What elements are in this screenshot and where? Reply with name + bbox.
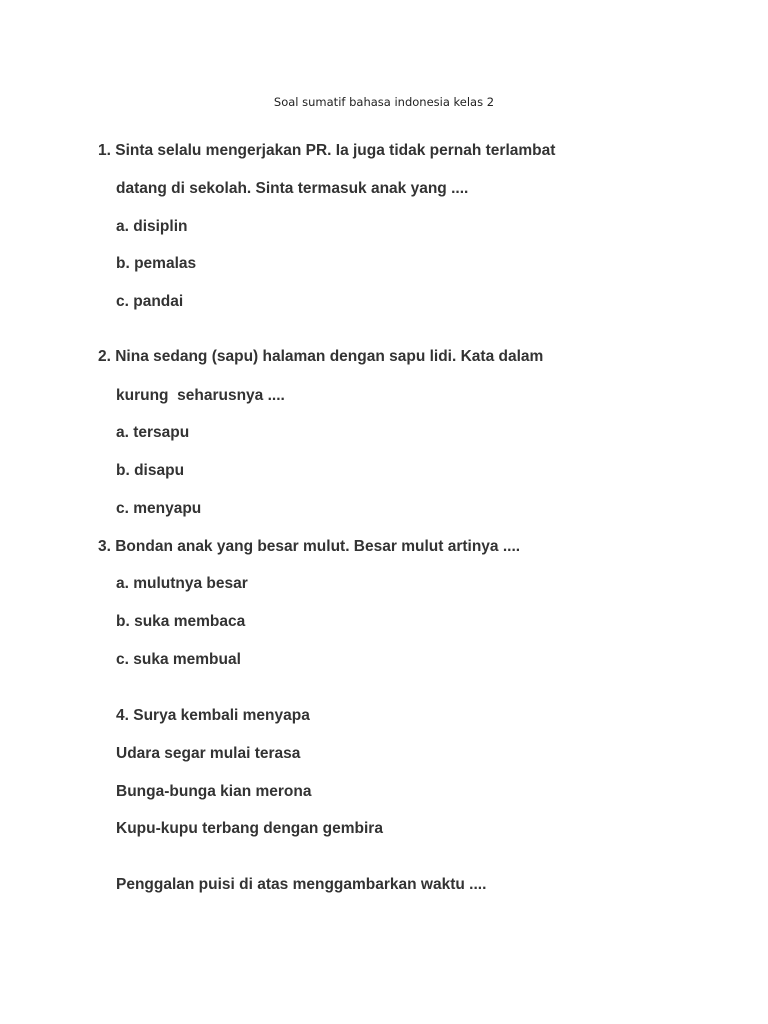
question-1-option-a: a. disiplin — [116, 218, 188, 235]
question-3-option-a: a. mulutnya besar — [116, 575, 248, 592]
document-title: Soal sumatif bahasa indonesia kelas 2 — [273, 95, 495, 109]
question-3-option-c: c. suka membual — [116, 651, 241, 668]
question-2-line-2: kurung seharusnya .... — [116, 387, 285, 404]
question-2-option-b: b. disapu — [116, 462, 185, 479]
question-4-poem-line-1: 4. Surya kembali menyapa — [116, 707, 310, 724]
question-4-prompt: Penggalan puisi di atas menggambarkan waktu .... — [116, 876, 487, 893]
question-2-option-c: c. menyapu — [116, 500, 202, 517]
question-3-line-1: 3. Bondan anak yang besar mulut. Besar mulut artinya .... — [98, 538, 521, 555]
question-2-line-1: 2. Nina sedang (sapu) halaman dengan sapu lidi. Kata dalam — [98, 348, 544, 365]
question-1-option-c: c. pandai — [116, 293, 184, 310]
question-2-option-a: a. tersapu — [116, 424, 190, 441]
question-3-option-b: b. suka membaca — [116, 613, 246, 630]
question-1-line-1: 1. Sinta selalu mengerjakan PR. Ia juga tidak pernah terlambat — [98, 142, 556, 159]
question-1-line-2: datang di sekolah. Sinta termasuk anak yang .... — [116, 180, 469, 197]
question-4-poem-line-3: Bunga-bunga kian merona — [116, 783, 312, 800]
question-4-poem-line-4: Kupu-kupu terbang dengan gembira — [116, 820, 383, 837]
question-4-poem-line-2: Udara segar mulai terasa — [116, 745, 301, 762]
question-1-option-b: b. pemalas — [116, 255, 197, 272]
